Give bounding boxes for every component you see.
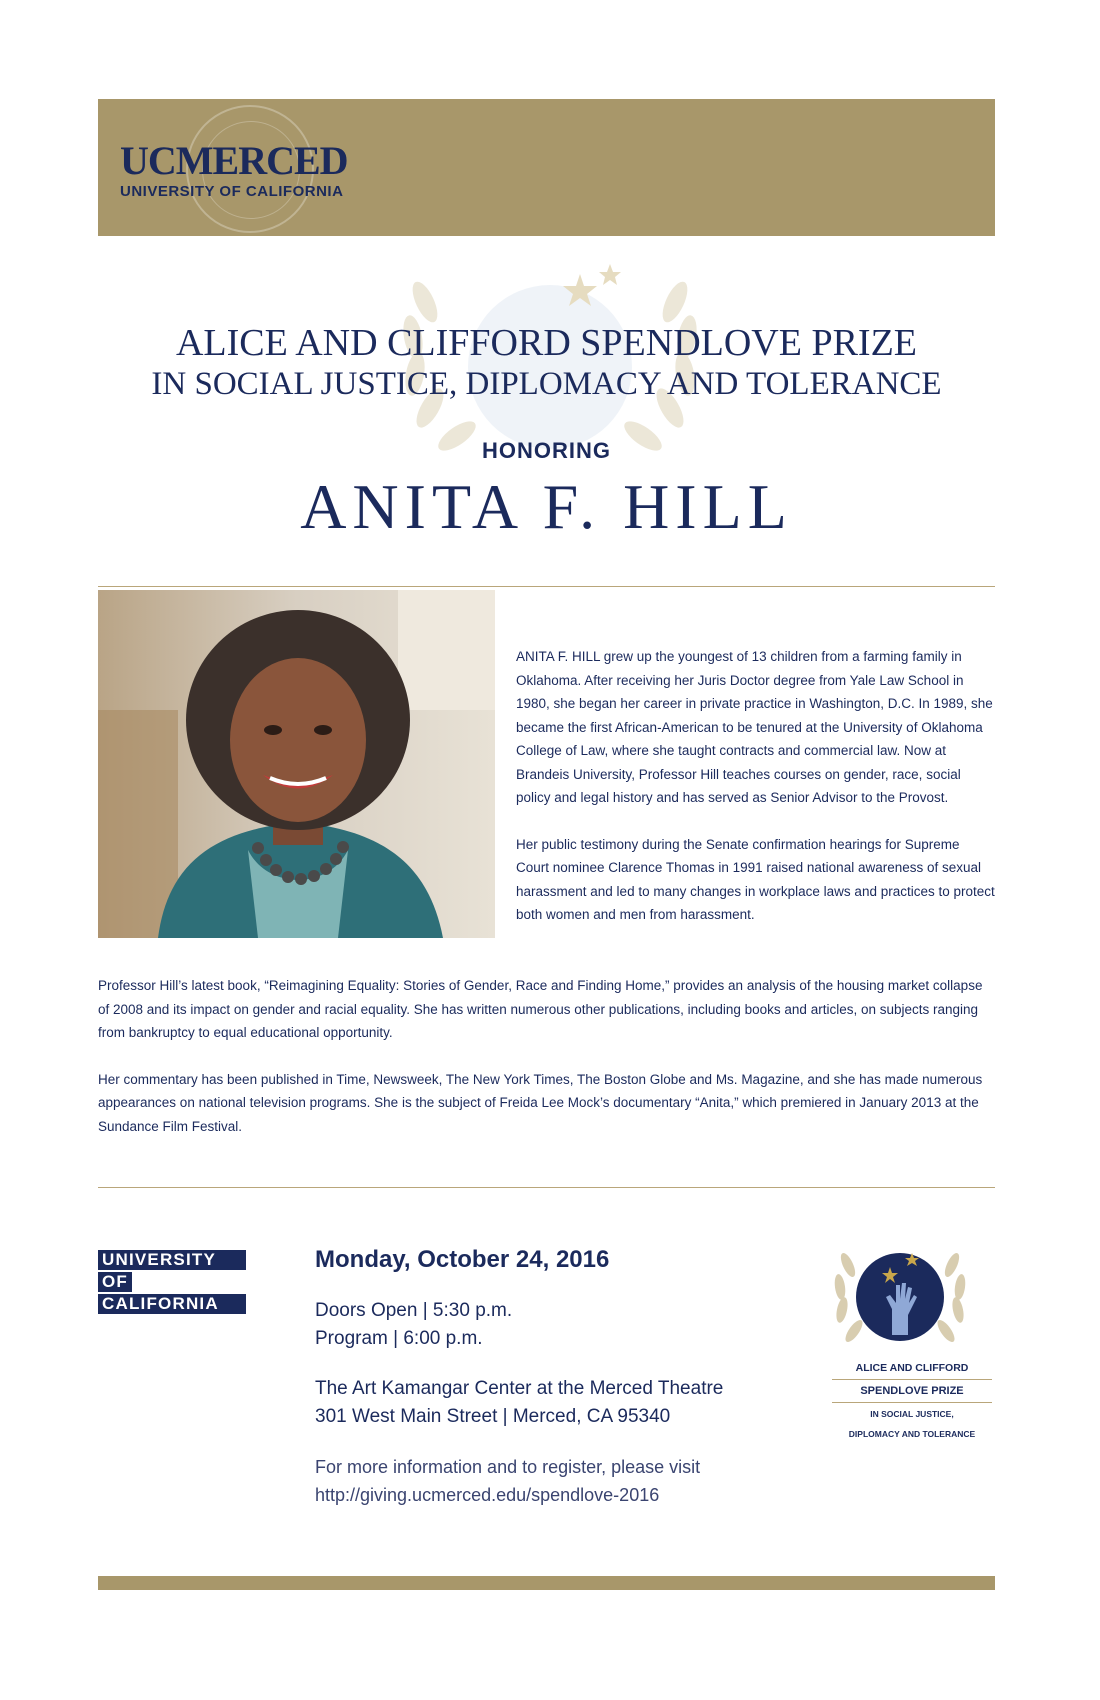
bio-paragraph: ANITA F. HILL grew up the youngest of 13 children from a farming family in Oklahoma. After receiving her Juris Doctor degree from Yale Law School in 1980, she began her career in private practice in Washington, D.C. In 1989, she became the first African-American to be tenured at the University of Oklahoma College of Law, where she taught contracts and commercial law. Now at Brandeis University, Professor Hill teaches courses on gender, race, social policy and legal history and has served as Senior Advisor to the Provost. [516, 649, 993, 805]
ucmerced-wordmark: UCMERCED [120, 138, 348, 183]
event-date: Monday, October 24, 2016 [315, 1246, 610, 1273]
uc-logo-line: OF [98, 1272, 132, 1292]
emblem-line2: SPENDLOVE PRIZE [832, 1380, 992, 1403]
bio-full-width [98, 974, 995, 1161]
venue-address: 301 West Main Street | Merced, CA 95340 [315, 1406, 671, 1427]
registration-link[interactable]: http://giving.ucmerced.edu/spendlove-2016 [315, 1485, 660, 1505]
uc-logo-line: CALIFORNIA [98, 1294, 246, 1314]
university-of-california-logo [98, 1250, 246, 1316]
header-band [98, 99, 995, 236]
bio-paragraph: Her public testimony during the Senate confirmation hearings for Supreme Court nominee Clarence Thomas in 1991 raised national awareness of sexual harassment and led to many changes in workplace laws and practices to protect both women and men from harassment. [516, 836, 995, 922]
uc-logo-line: UNIVERSITY [98, 1250, 246, 1270]
doors-open-time: Doors Open | 5:30 p.m. [315, 1300, 513, 1321]
divider-bottom [98, 1187, 995, 1188]
honoree-name: ANITA F. HILL [300, 471, 793, 542]
honoring-label: HONORING [482, 438, 611, 463]
bio-paragraph: Professor Hill’s latest book, “Reimagining Equality: Stories of Gender, Race and Finding Home,” provides an analysis of the housing market collapse of 2008 and its impact on gender and racial equality. She has written numerous other publications, including books and articles, on subjects ranging from bankruptcy to equal educational opportunity. [98, 978, 983, 1040]
emblem-line3: IN SOCIAL JUSTICE, [870, 1409, 954, 1419]
honoree-portrait [98, 590, 495, 938]
prize-title-line1: ALICE AND CLIFFORD SPENDLOVE PRIZE [175, 322, 918, 364]
bio-paragraph: Her commentary has been published in Time, Newsweek, The New York Times, The Boston Globe and Ms. Magazine, and she has made numerous appearances on national television programs. She is the subject of Freida Lee Mock’s documentary “Anita,” which premiered in January 2013 at the Sundance Film Festival. [98, 1071, 983, 1134]
prize-title [98, 322, 995, 404]
bio-column [516, 645, 996, 950]
emblem-line4: DIPLOMACY AND TOLERANCE [848, 1429, 976, 1439]
ucmerced-subtitle: UNIVERSITY OF CALIFORNIA [120, 183, 344, 200]
emblem-line1: ALICE AND CLIFFORD [832, 1357, 992, 1380]
prize-emblem-caption [832, 1357, 992, 1443]
divider-top [98, 586, 995, 587]
spendlove-prize-emblem-icon [820, 1235, 980, 1355]
event-details [315, 1245, 795, 1509]
footer-band [98, 1576, 995, 1590]
venue-name: The Art Kamangar Center at the Merced Theatre [315, 1378, 724, 1399]
program-time: Program | 6:00 p.m. [315, 1328, 483, 1349]
registration-info: For more information and to register, please visit [315, 1457, 701, 1477]
prize-title-line2: IN SOCIAL JUSTICE, DIPLOMACY AND TOLERANCE [151, 366, 942, 402]
